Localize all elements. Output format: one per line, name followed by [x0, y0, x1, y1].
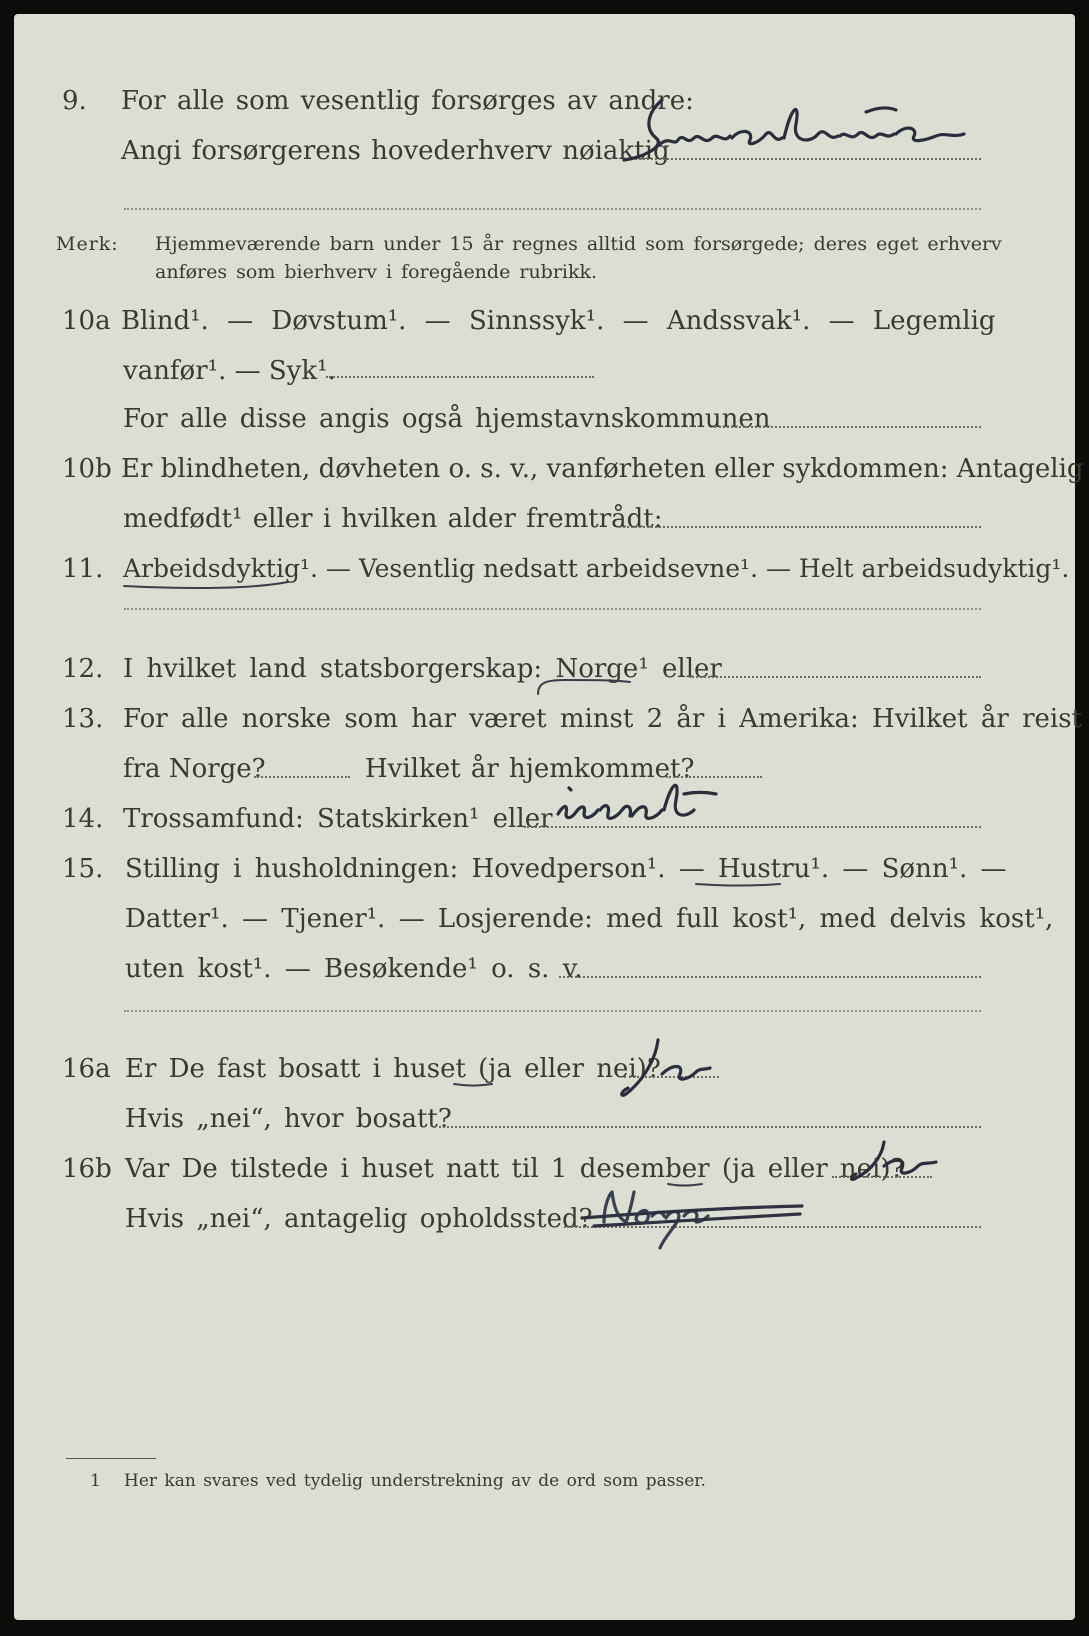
q16a-line1: Er De fast bosatt i huset (ja eller nei)? [125, 1054, 661, 1084]
q16a-line2: Hvis „nei“, hvor bosatt? [125, 1104, 452, 1134]
q15-line1: Stilling i husholdningen: Hovedperson¹. — Hustru¹. — Sønn¹. — [125, 854, 1007, 884]
q9-line2: Angi forsørgerens hovederhverv nøiaktig [121, 136, 670, 166]
q16a-number: 16a [62, 1054, 111, 1084]
q13-line2b: Hvilket år hjemkommet? [365, 754, 695, 784]
footnote-marker: 1 [90, 1471, 101, 1491]
merk-line1: Hjemmeværende barn under 15 år regnes alltid som forsørgede; deres eget erhverv [155, 233, 1002, 255]
q16b-line1: Var De tilstede i huset natt til 1 desember (ja eller nei)? [125, 1154, 905, 1184]
q12-line1: I hvilket land statsborgerskap: Norge¹ eller [123, 654, 722, 684]
q10b-line2: medfødt¹ eller i hvilken alder fremtrådt: [123, 504, 663, 534]
q15-separator-line [124, 1010, 981, 1012]
q9-line1: For alle som vesentlig forsørges av andre: [121, 86, 694, 116]
q9-number: 9. [62, 86, 87, 116]
q15-number: 15. [62, 854, 104, 884]
census-form-page [14, 14, 1084, 1620]
q16b-struck-answer [574, 1178, 814, 1258]
q16b-line2: Hvis „nei“, antagelig opholdssted? [125, 1204, 593, 1234]
q13-line1: For alle norske som har været minst 2 år i Amerika: Hvilket år reist [123, 704, 1082, 734]
footnote-text: Her kan svares ved tydelig understrekning av de ord som passer. [124, 1471, 706, 1491]
q11-separator-line [124, 608, 981, 610]
q12-answer-line [689, 676, 981, 678]
q9-handwritten-answer [614, 94, 974, 169]
q16b-handwritten-answer [844, 1138, 944, 1188]
q10a-line3: For alle disse angis også hjemstavnskommunen [123, 404, 771, 434]
q10a-line2: vanfør¹. — Syk¹. [123, 356, 336, 386]
q16a-answer-line-2 [434, 1126, 981, 1128]
q15-line3: uten kost¹. — Besøkende¹ o. s. v. [125, 954, 583, 984]
merk-label: Merk: [56, 233, 119, 255]
q10b-line1: Er blindheten, døvheten o. s. v., vanførheten eller sykdommen: Antagelig [121, 454, 1084, 484]
q13-line2a: fra Norge? [123, 754, 266, 784]
q16b-number: 16b [62, 1154, 112, 1184]
q10a-answer-line-1 [326, 376, 594, 378]
q12-underline-mark [534, 676, 634, 698]
q10b-number: 10b [62, 454, 112, 484]
q11-line1: Arbeidsdyktig¹. — Vesentlig nedsatt arbeidsevne¹. — Helt arbeidsudyktig¹. [123, 554, 1070, 583]
q11-underline-mark [122, 580, 292, 594]
q10a-line1: Blind¹. — Døvstum¹. — Sinnssyk¹. — Andssvak¹. — Legemlig [121, 306, 996, 336]
q15-line2: Datter¹. — Tjener¹. — Losjerende: med full kost¹, med delvis kost¹, [125, 904, 1054, 934]
q14-handwritten-answer [544, 774, 724, 834]
q11-number: 11. [62, 554, 104, 584]
q10a-number: 10a [62, 306, 111, 336]
q16a-underline-mark [452, 1080, 496, 1090]
q14-number: 14. [62, 804, 104, 834]
footnote-separator [66, 1458, 156, 1459]
q13-number: 13. [62, 704, 104, 734]
q13-answer-line-1 [254, 776, 350, 778]
q12-number: 12. [62, 654, 104, 684]
q9-separator-line [124, 208, 981, 210]
q15-underline-mark [694, 880, 784, 890]
q16a-handwritten-answer [614, 1034, 724, 1104]
q14-line1: Trossamfund: Statskirken¹ eller [123, 804, 553, 834]
q10a-answer-line-2 [714, 426, 981, 428]
q15-answer-line [559, 976, 981, 978]
merk-line2: anføres som bierhverv i foregående rubrikk. [155, 261, 598, 283]
q10b-answer-line [619, 526, 981, 528]
